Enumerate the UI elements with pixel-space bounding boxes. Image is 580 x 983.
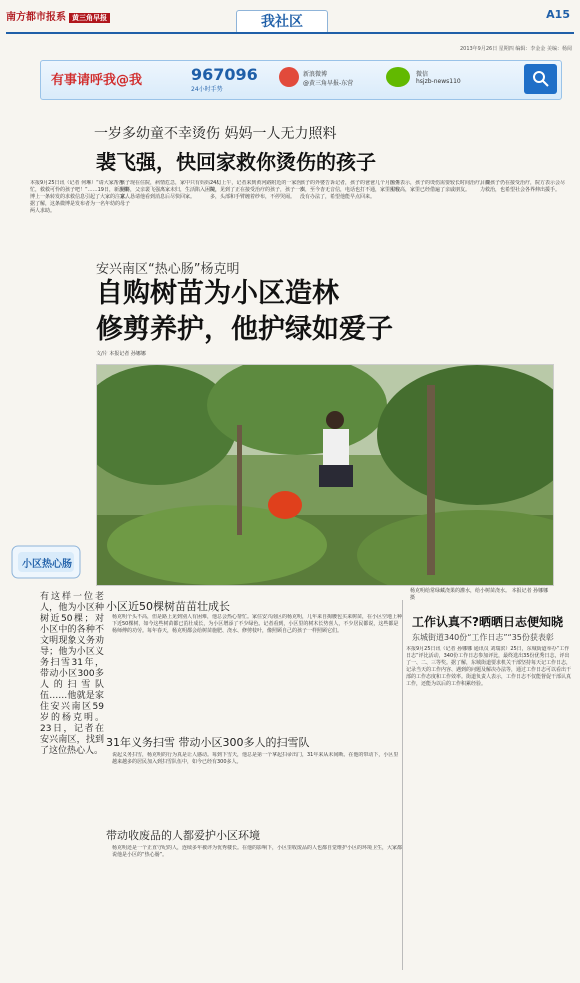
photo-caption: 杨克明给常绿藏浇果的灌水，给小树苗浇水。 本报记者 孙娜娜 摄 [410,588,549,601]
story1-kicker: 一岁多幼童不幸烫伤 妈妈一人无力照料 [94,126,337,142]
section-tag [8,540,84,584]
story2-text-2: 说起义务扫雪，杨克明的行为真是让人感动。每到下雪天，他总是第一个拿起扫帚出门，31年来从未间断。在他的带动下，小区里越来越多的居民加入到扫雪队伍中，如今已经有300多人。 [112,752,399,765]
hotline-number: 967096 [191,65,258,84]
brand-name: 南方都市报系 [6,12,66,23]
story3-subhead: 东城街道340份“工作日志”“35份获表彰 [412,633,554,642]
story1-col: 孩子的外婆告诉记者，孩子的爸爸几个月前外出，至今杳无音信，电话也打不通，家里实在没有办法了，希望他能早点回来。 [300,180,400,200]
section-tag-label: 小区热心肠 [22,559,72,570]
story2-headline-line2: 修剪养护，他护绿如爱子 [96,314,393,345]
story1-col: 目前孩子仍在接受治疗，院方表示会尽力救治，也希望社会各界伸出援手。 [480,180,566,193]
story1-col: 本报9月25日讯（记者 何琳）“请大家帮帮忙，救救可怜的孩子吧！”……19日，新浪微博上一条转发的求救信息引起了大家的注意。据了解，这条微博是发布者为一名年幼的母子两人求助。 [30,180,130,214]
story2-kicker: 安兴南区“热心肠”杨克明 [96,262,240,277]
story2-subhead-2: 31年义务扫雪 带动小区300多人的扫雪队 [106,736,310,749]
story2-headline [96,276,393,348]
wechat-info [416,69,461,85]
hotline-slogan: 有事请呼我@我 [51,73,143,88]
story2-text-3: 杨克明还是一个正直守纪的人，连续多年被评为优秀楼长。在他的影响下，小区里收废品的人也都自觉维护小区的环境卫生，大家都说他是小区的“热心肠”。 [112,845,402,858]
wechat-label: 微信 [416,71,429,78]
hotline-sub: 24小时手势 [191,86,223,93]
section-title: 我社区 [236,10,328,34]
story2-lead: 有这样一位老人，他为小区种树近50棵；对小区中的各种不文明现象义务劝导；他为小区义务扫雪31年，带动小区300多人的扫雪队伍……他就是家住安兴南区59岁的杨克明。23日，记者在安兴南区，找到了这位热心人。 [40,592,104,756]
story2-photo [96,364,554,586]
weibo-info [303,69,353,87]
sub-brand-badge: 黄三角早报 [69,13,110,23]
garden-photo-illustration [97,365,553,585]
story1-col: 24日上午，记者来到黄河路附近的一家医院，见到了正在接受治疗的孩子，孩子一岁多，头部和手臂缠着纱布，不停哭闹。 [210,180,306,200]
story3-text: 本报9月25日讯（记者 孙娜娜 通讯员 刘瑞滨）25日，东城街道举办“工作日志”评比活动，340份工作日志参加评比，最终选出35份优秀日志，评出了一、二、三等奖。据了解，东城街道要求机关干部坚持每天记工作日志，记录当天的工作内容、遇到的问题及解决办法等，通过工作日志可以看出干部的工作态度和工作效率。街道负责人表示，工作日志不仅能督促干部认真工作，还能为以后的工作积累经验。 [406,646,572,687]
story2-headline-line1: 自购树苗为小区造林 [96,278,339,309]
story2-subhead-1: 小区近50棵树苗苗壮成长 [106,600,230,613]
story1-headline: 裴飞强，快回家救你烫伤的孩子 [96,150,376,174]
story1-col: 医生表示，孩子的烫伤需要较长时间治疗，费用较高，家里已经借遍了亲戚朋友。 [390,180,490,193]
wechat-account: hsjzb-news110 [416,78,461,85]
newspaper-brand [6,8,110,23]
weibo-account: @黄三角早报-东营 [303,80,354,87]
page-number: A15 [546,8,570,21]
weibo-icon [279,67,299,87]
date-editor-line: 2013年9月26日 星期四 编辑：李金金 美编：杨阅 [459,46,572,52]
search-button[interactable] [524,64,557,94]
weibo-label: 新浪微博 [303,71,328,78]
search-icon [532,70,550,88]
column-divider [402,600,403,970]
wechat-icon [386,67,410,87]
header-divider [6,32,574,34]
story2-text-1: 杨克明个头不高，但是路上见到别人有困难，他总会热心帮忙。家住安兴南区的杨克明，几年来自掏腰包买来树苗，在小区空地上种下近50棵树，如今这些树苗都已茁壮成长，为小区增添了不少绿色。记者看到，小区里的树木长势喜人，不少居民都说，这些都是杨师傅的功劳。每年春天，杨克明都会给树苗施肥、浇水、修剪枝叶，像照顾自己的孩子一样照顾它们。 [112,614,402,634]
story1-body [30,180,570,228]
story1-col: 孩子现在住院，病情危急，家中只有妈妈一人照料，父亲裴飞强离家未归，生活陷入困境，家人恳请他看到消息后尽快回家。 [120,180,220,200]
story3-headline: 工作认真不?晒晒日志便知晓 [412,615,563,629]
story2-subhead-3: 带动收废品的人都爱护小区环境 [106,829,260,842]
hotline-banner [40,60,562,100]
story2-byline: 文/片 本报记者 孙娜娜 [96,351,146,357]
